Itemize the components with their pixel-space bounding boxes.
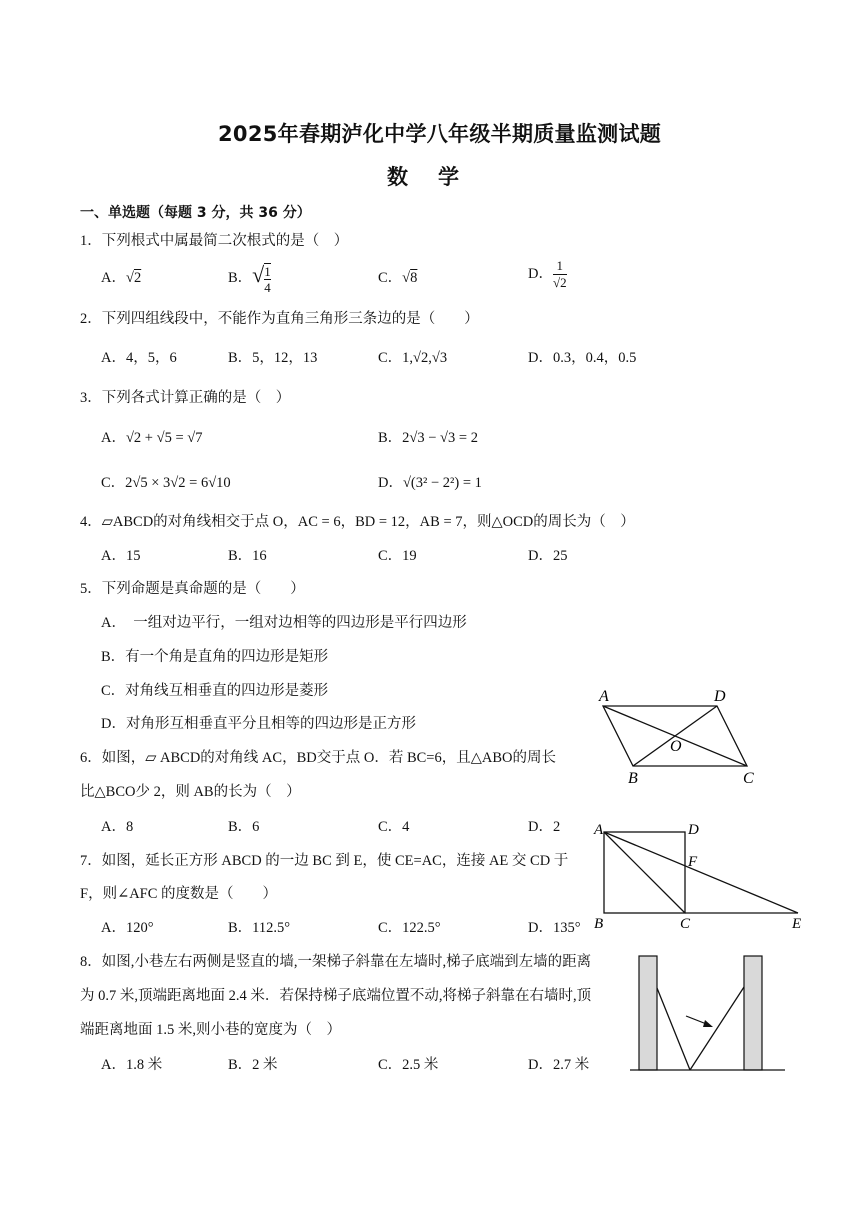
question-6-option-a: A．8	[101, 819, 134, 835]
question-5-option-a: A． 一组对边平行，一组对边相等的四边形是平行四边形	[101, 615, 467, 631]
question-8-option-d: D．2.7 米	[528, 1057, 590, 1073]
label-d: D	[688, 822, 699, 838]
label-e: E	[792, 916, 802, 932]
ladder-left	[657, 988, 690, 1070]
question-3-stem: 3．下列各式计算正确的是（ ）	[80, 390, 291, 406]
question-2-option-d: D．0.3，0.4，0.5	[528, 350, 637, 366]
label-c: C	[680, 916, 691, 932]
question-4-stem: 4．▱ABCD的对角线相交于点 O，AC = 6，BD = 12，AB = 7，则△OCD的周长为（ ）	[80, 514, 635, 530]
label-o: O	[670, 738, 682, 755]
question-3-option-c: C．2√5 × 3√2 = 6√10	[101, 475, 231, 491]
question-1-option-a: A．√2	[101, 270, 142, 286]
question-4-option-b: B．16	[228, 548, 267, 564]
section-heading: 一、单选题（每题 3 分，共 36 分）	[80, 205, 311, 221]
question-7-line-2: F，则∠AFC 的度数是（ ）	[80, 886, 278, 902]
question-4-option-a: A．15	[101, 548, 141, 564]
question-6-option-d: D．2	[528, 819, 561, 835]
alley-ladder-figure	[625, 950, 790, 1075]
label-f: F	[688, 854, 698, 870]
question-6-line-1: 6．如图，▱ ABCD的对角线 AC，BD交于点 O．若 BC=6，且△ABO的周长	[80, 750, 556, 766]
label-b: B	[628, 770, 638, 787]
question-5-option-b: B．有一个角是直角的四边形是矩形	[101, 649, 329, 665]
question-7-option-a: A．120°	[101, 920, 154, 936]
subject-title: 数学	[387, 165, 489, 189]
question-2-option-c: C．1,√2,√3	[378, 350, 448, 366]
question-1-stem: 1．下列根式中属最简二次根式的是（ ）	[80, 233, 349, 249]
question-5-option-c: C．对角线互相垂直的四边形是菱形	[101, 683, 329, 699]
question-4-option-c: C．19	[378, 548, 417, 564]
label-a: A	[594, 822, 604, 838]
question-8-option-a: A．1.8 米	[101, 1057, 163, 1073]
label-b: B	[594, 916, 604, 932]
question-7-option-b: B．112.5°	[228, 920, 291, 936]
question-5-option-d: D．对角形互相垂直平分且相等的四边形是正方形	[101, 716, 416, 732]
label-d: D	[714, 688, 726, 705]
question-1-option-c: C．√8	[378, 270, 418, 286]
question-8-option-c: C．2.5 米	[378, 1057, 439, 1073]
question-2-stem: 2．下列四组线段中，不能作为直角三角形三条边的是（ ）	[80, 311, 479, 327]
question-4-option-d: D．25	[528, 548, 568, 564]
question-7-line-1: 7．如图，延长正方形 ABCD 的一边 BC 到 E，使 CE=AC，连接 AE 交 CD 于	[80, 853, 569, 869]
question-2-option-a: A．4，5，6	[101, 350, 177, 366]
label-a: A	[599, 688, 609, 705]
question-8-line-3: 端距离地面 1.5 米,则小巷的宽度为（ ）	[80, 1022, 341, 1038]
question-8-line-1: 8．如图,小巷左右两侧是竖直的墙,一架梯子斜靠在左墙时,梯子底端到左墙的距离	[80, 954, 592, 970]
question-6-option-b: B．6	[228, 819, 260, 835]
question-3-option-a: A．√2 + √5 = √7	[101, 430, 203, 446]
label-c: C	[743, 770, 754, 787]
ladder-right	[690, 987, 744, 1070]
arrow-head-icon	[703, 1020, 713, 1027]
question-6-line-2: 比△BCO少 2，则 AB的长为（ ）	[80, 784, 301, 800]
question-1-option-d: D．1 √2	[528, 258, 567, 290]
segment-ae	[604, 832, 798, 913]
question-8-option-b: B．2 米	[228, 1057, 278, 1073]
right-wall	[744, 956, 762, 1070]
question-5-stem: 5．下列命题是真命题的是（ ）	[80, 581, 305, 597]
question-3-option-b: B．2√3 − √3 = 2	[378, 430, 478, 446]
question-1-option-b: B．√1 4	[228, 262, 271, 295]
question-6-option-c: C．4	[378, 819, 410, 835]
exam-title: 2025年春期泸化中学八年级半期质量监测试题	[218, 122, 662, 146]
question-8-line-2: 为 0.7 米,顶端距离地面 2.4 米．若保持梯子底端位置不动,将梯子斜靠在右墙时,顶	[80, 988, 592, 1004]
question-7-option-d: D．135°	[528, 920, 581, 936]
question-3-option-d: D．√(3² − 2²) = 1	[378, 475, 482, 491]
diagonal-bd	[633, 706, 717, 766]
diagonal-ac	[604, 832, 685, 913]
parallelogram-figure	[590, 682, 770, 787]
square-figure	[590, 818, 810, 933]
question-7-option-c: C．122.5°	[378, 920, 441, 936]
question-2-option-b: B．5，12，13	[228, 350, 318, 366]
left-wall	[639, 956, 657, 1070]
